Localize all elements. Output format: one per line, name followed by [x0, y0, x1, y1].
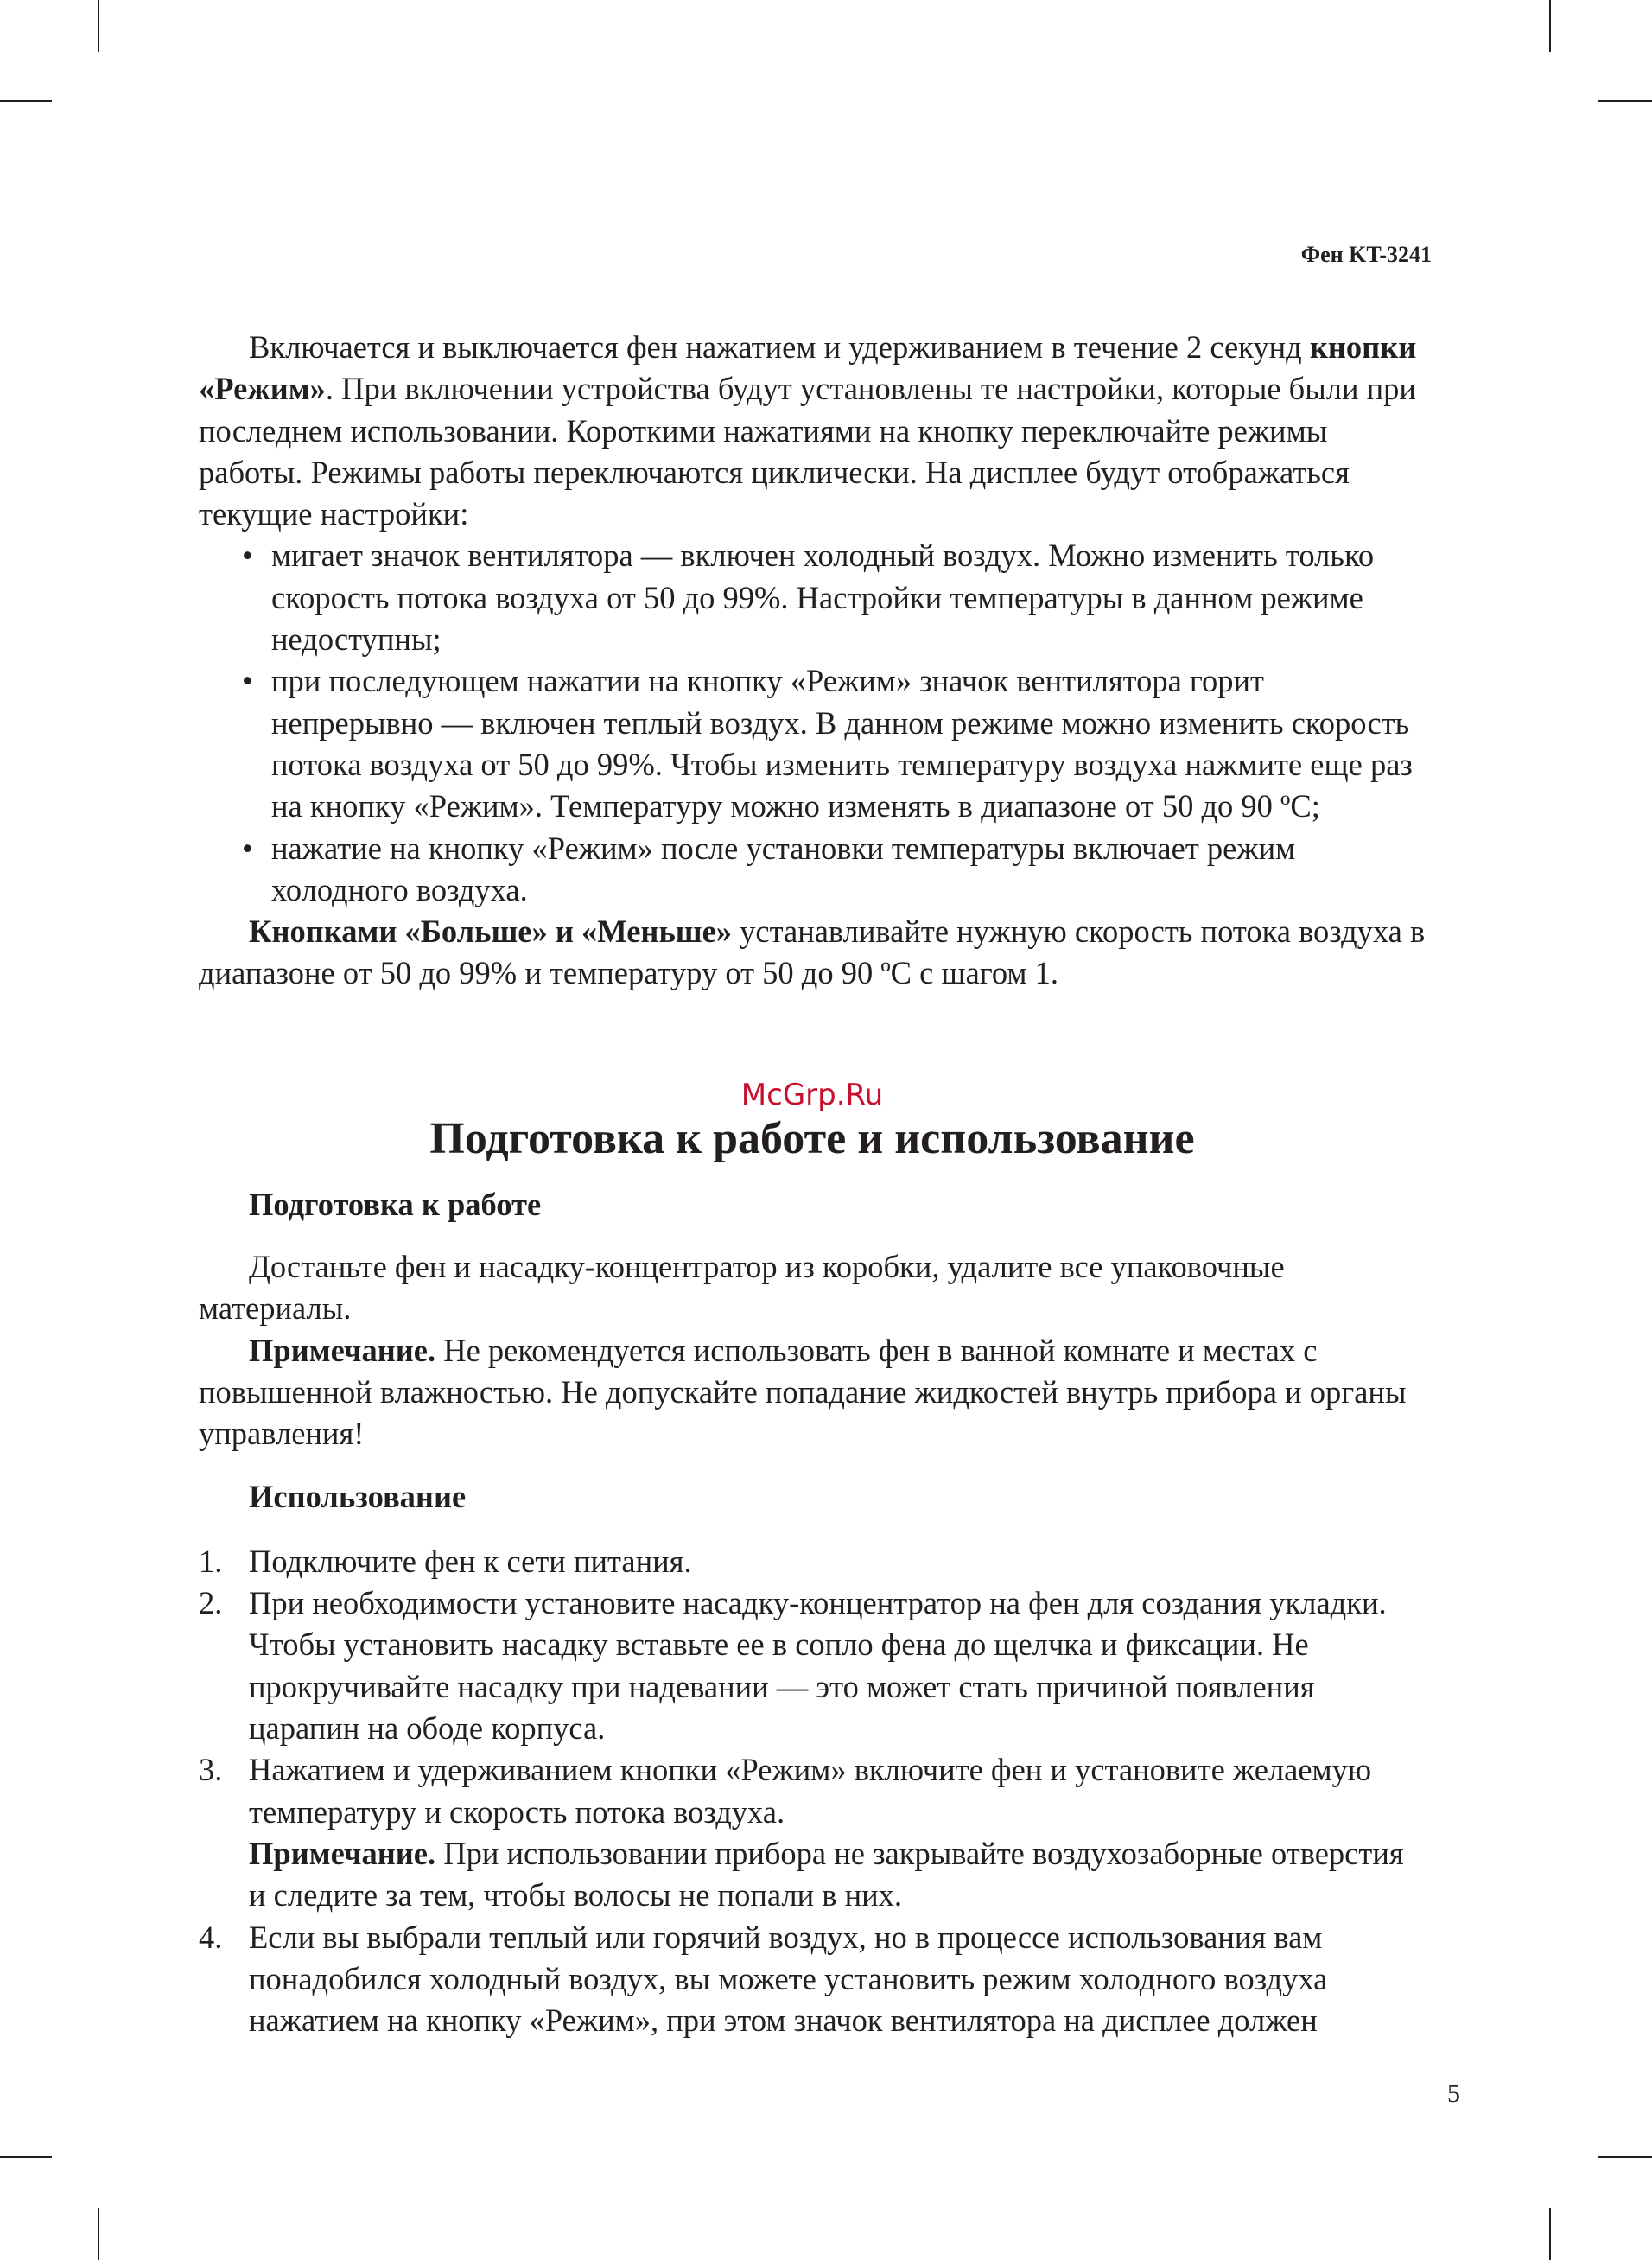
note-paragraph — [199, 1330, 1426, 1455]
numbered-step — [199, 1749, 1426, 1833]
step-text: При необходимости установите насадку-концентратор на фен для создания укладки. Чтобы установить насадку вставьте ее в сопло фена до щелчка и фиксации. Не прокручивайте насадку при надевании — это может стать причиной появления царапин на ободе корпуса. — [249, 1585, 1387, 1747]
crop-mark — [0, 2156, 52, 2158]
step-text: Если вы выбрали теплый или горячий воздух, но в процессе использования вам понадобился холодный воздух, вы можете установить режим холодного воздуха нажатием на кнопку «Режим», при этом значок вентилятора на дисплее должен — [249, 1919, 1328, 2039]
watermark: McGrp.Ru — [740, 1077, 884, 1112]
step-note-paragraph — [199, 1833, 1426, 1917]
page-number: 5 — [1447, 2079, 1460, 2108]
step-note-text: При использовании прибора не закрывайте воздухозаборные отверстия и следите за тем, чтобы волосы не попали в них. — [249, 1835, 1404, 1913]
intro-text-end: . При включении устройства будут установлены те настройки, которые были при последнем использовании. Короткими нажатиями на кнопку переключайте режимы работы. Режимы работы переключаются циклически. На дисплее будут отображаться текущие настройки: — [199, 371, 1416, 532]
crop-mark — [1549, 2208, 1551, 2260]
list-item-text: мигает значок вентилятора — включен холодный воздух. Можно изменить только скорость потока воздуха от 50 до 99%. Настройки температуры в данном режиме недоступны; — [271, 538, 1375, 658]
crop-mark — [0, 100, 52, 102]
running-header: Фен KT-3241 — [1300, 242, 1432, 267]
buttons-paragraph — [199, 911, 1426, 995]
subsection-heading-preparation: Подготовка к работе — [249, 1186, 542, 1222]
buttons-name: Кнопками «Больше» и «Меньше» — [249, 914, 733, 950]
list-item-text: нажатие на кнопку «Режим» после установки температуры включает режим холодного воздуха. — [271, 830, 1296, 907]
note-text: Не рекомендуется использовать фен в ванной комнате и местах с повышенной влажностью. Не допускайте попадание жидкостей внутрь прибора и органы управления! — [199, 1332, 1407, 1452]
intro-text-start: Включается и выключается фен нажатием и удерживанием в течение 2 секунд — [249, 329, 1310, 365]
step-text: Нажатием и удерживанием кнопки «Режим» включите фен и установите желаемую температуру и скорость потока воздуха. — [249, 1752, 1372, 1830]
note-label: Примечание. — [249, 1332, 436, 1368]
crop-mark — [1598, 2156, 1652, 2158]
preparation-paragraph: Достаньте фен и насадку-концентратор из коробки, удалите все упаковочные материалы. — [199, 1249, 1285, 1327]
buttons-text: устанавливайте нужную скорость потока воздуха в диапазоне от 50 до 99% и температуру от 50 до 90 ºС с шагом 1. — [199, 914, 1426, 991]
mode-button-name: кнопки «Режим» — [199, 329, 1417, 407]
crop-mark — [1549, 0, 1551, 52]
step-number: 2. — [199, 1585, 223, 1621]
bullet-mark: • — [242, 830, 253, 866]
numbered-step — [199, 1917, 1426, 2042]
step-text: Подключите фен к сети питания. — [249, 1543, 692, 1579]
crop-mark — [98, 2208, 99, 2260]
step-number: 3. — [199, 1752, 223, 1788]
step-note-label: Примечание. — [249, 1835, 436, 1871]
numbered-step — [199, 1541, 1426, 1582]
subsection-heading-usage: Использование — [249, 1478, 467, 1514]
section-title: Подготовка к работе и использование — [429, 1113, 1195, 1163]
page-content — [199, 327, 1426, 2041]
numbered-step — [199, 1582, 1426, 1749]
list-item — [199, 660, 1426, 827]
step-number: 4. — [199, 1919, 223, 1955]
crop-mark — [1598, 100, 1652, 102]
crop-mark — [98, 0, 99, 52]
list-item — [199, 535, 1426, 660]
bullet-mark: • — [242, 663, 253, 699]
step-number: 1. — [199, 1543, 223, 1579]
bullet-mark: • — [242, 538, 253, 574]
list-item-text: при последующем нажатии на кнопку «Режим» значок вентилятора горит непрерывно — включен теплый воздух. В данном режиме можно изменить скорость потока воздуха от 50 до 99%. Чтобы изменить температуру воздуха нажмите еще раз на кнопку «Режим». Температуру можно изменять в диапазоне от 50 до 90 ºС; — [271, 663, 1413, 824]
list-item — [199, 828, 1426, 912]
intro-paragraph — [199, 327, 1426, 535]
